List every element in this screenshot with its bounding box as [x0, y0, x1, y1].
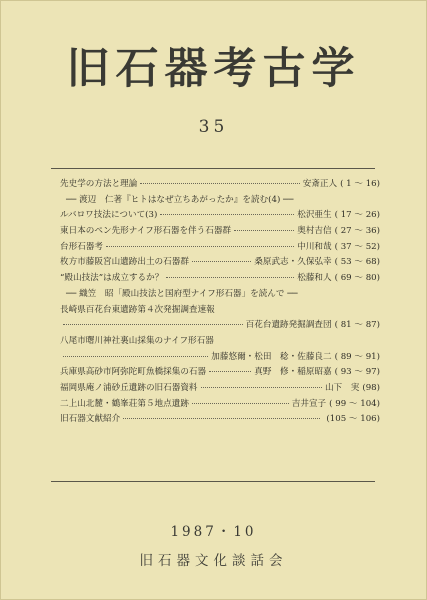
toc-entry [60, 334, 380, 350]
toc-entry-pages: ( 27 〜 36) [334, 226, 380, 237]
toc-entry-author: 安斎正人 [302, 179, 338, 189]
toc-leader-dots [63, 324, 243, 325]
toc-entry-author: 奥村吉信 [297, 226, 332, 237]
bottom-divider [51, 481, 375, 482]
toc-entry [60, 318, 380, 334]
toc-entry-title: 東日本のペン先形ナイフ形石器を伴う石器群 [60, 226, 232, 237]
toc-entry [60, 240, 380, 256]
toc-entry [60, 208, 380, 224]
toc-leader-dots [106, 246, 294, 247]
toc-entry-title: 台形石器考 [60, 241, 103, 252]
toc-entry-author: 真野 修・稲原昭嘉 [254, 367, 332, 378]
toc-entry-title: 兵庫県高砂市阿弥陀町魚橋採集の石器 [60, 367, 207, 378]
toc-leader-dots [123, 418, 320, 419]
toc-entry-pages: ( 99 〜 104) [329, 398, 380, 409]
toc-entry-title: 二上山北麓・鶴峯荘第５地点遺跡 [60, 398, 189, 409]
toc-entry-author: 松沢亜生 [297, 210, 332, 221]
toc-entry-author: 山下 実 [324, 382, 360, 393]
toc-entry-title: 八尾市曙川神社裏山採集のナイフ形石器 [60, 335, 214, 346]
toc-entry-author: 百花台遺跡発掘調査団 [245, 320, 332, 331]
toc-entry [60, 193, 380, 209]
toc-entry-title: 先史学の方法と理論 [60, 179, 138, 189]
journal-title: 旧石器考古学 [66, 44, 361, 94]
toc-entry-author: 桑原武志・久保弘幸 [254, 257, 332, 268]
toc-entry-pages: ( 1 〜 16) [340, 179, 380, 189]
publication-date: 1987・10 [170, 524, 257, 540]
toc-entry [60, 271, 380, 287]
toc-entry [60, 177, 380, 193]
toc-leader-dots [234, 230, 294, 231]
toc-entry [60, 350, 380, 366]
volume-number: 35 [198, 117, 229, 137]
top-divider [51, 168, 375, 169]
toc-entry-pages: (105 〜 106) [326, 414, 380, 425]
toc-entry-title: 枚方市藤阪宮山遺跡出土の石器群 [60, 257, 189, 268]
toc-entry [60, 287, 380, 303]
toc-entry-author: 吉井宣子 [291, 398, 327, 409]
toc-entry-author: 松藤和人 [297, 273, 332, 284]
toc-leader-dots [192, 403, 289, 404]
toc-entry-author: 中川和哉 [297, 241, 332, 252]
toc-entry [60, 255, 380, 271]
toc-entry-pages: ( 81 〜 87) [334, 320, 380, 331]
toc-entry-pages: (98) [362, 382, 380, 393]
toc-entry-title: 長崎県百花台東遺跡第４次発掘調査速報 [60, 304, 215, 315]
toc-leader-dots [166, 277, 294, 278]
toc-entry-pages: ( 17 〜 26) [334, 210, 380, 221]
toc-entry-title: ルバロワ技法について(3) [60, 210, 158, 221]
toc-leader-dots [209, 371, 251, 372]
toc-entry-subtitle: ── 渡辺 仁著『ヒトはなぜ立ちあがったか』を読む(4) ── [66, 194, 294, 205]
toc-entry-subtitle: ── 織笠 昭「殿山技法と国府型ナイフ形石器」を読んで ── [66, 288, 298, 299]
toc-entry [60, 397, 380, 413]
toc-leader-dots [160, 214, 294, 215]
table-of-contents [60, 177, 380, 428]
toc-entry-title: 旧石器文献紹介 [60, 414, 121, 425]
toc-leader-dots [140, 183, 299, 184]
toc-entry-title: 福岡県庵ノ浦砂丘遺跡の旧石器資料 [60, 382, 198, 393]
toc-leader-dots [201, 387, 322, 388]
toc-entry [60, 381, 380, 397]
toc-entry-author: 加藤悠爾・松田 稔・佐藤良二 [211, 351, 332, 362]
toc-entry [60, 303, 380, 319]
toc-entry [60, 412, 380, 428]
toc-entry-pages: ( 89 〜 91) [334, 351, 380, 362]
toc-entry-pages: ( 37 〜 52) [334, 241, 380, 252]
toc-entry [60, 224, 380, 240]
toc-entry-pages: ( 93 〜 97) [334, 367, 380, 378]
toc-leader-dots [63, 356, 208, 357]
toc-entry-pages: ( 69 〜 80) [334, 273, 380, 284]
toc-entry-title: “殿山技法”は成立するか？ [60, 273, 164, 284]
toc-entry [60, 365, 380, 381]
publisher-name: 旧石器文化談話会 [139, 553, 288, 569]
toc-leader-dots [192, 261, 251, 262]
toc-entry-pages: ( 53 〜 68) [334, 257, 380, 268]
